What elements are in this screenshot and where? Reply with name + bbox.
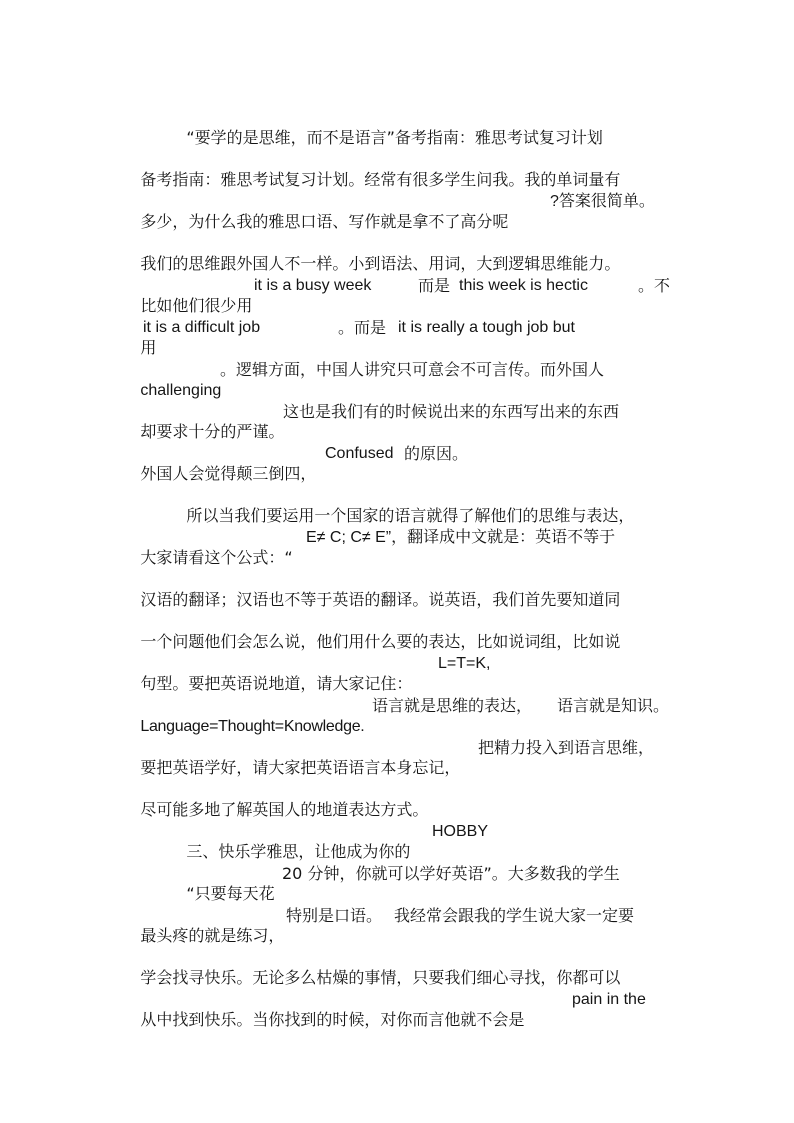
line-7-text-b: 。逻辑方面，中国人讲究只可意会不可言传。而外国人: [220, 360, 605, 379]
line-8-text-a: 却要求十分的严谨。: [140, 422, 285, 441]
line-22-text-b: pain in the: [572, 991, 646, 1008]
line-6-text-b: it is a difficult job: [143, 319, 261, 336]
line-6-text-a: 用: [140, 338, 157, 357]
line-9-text-b: Confused: [325, 445, 394, 462]
line-14-text-a: 句型。要把英语说地道，请大家记住：: [140, 674, 413, 693]
line-16-text-a: 要把英语学好，请大家把英语语言本身忘记，: [140, 758, 461, 777]
line-9-text-a: 外国人会觉得颠三倒四，: [140, 464, 317, 483]
line-19-text-a: “只要每天花: [186, 884, 275, 903]
line-17-text: 尽可能多地了解英国人的地道表达方式。: [140, 800, 429, 819]
line-20-text-b: 特别是口语。: [286, 906, 383, 925]
line-22: [120, 990, 646, 1070]
line-5-text-a: 比如他们很少用: [140, 296, 253, 315]
line-16-text-b: 把精力投入到语言思维，: [478, 738, 655, 757]
line-6-text-c: 。而是: [338, 318, 387, 337]
line-18-text-b: HOBBY: [432, 823, 489, 840]
line-15-text-b: 语言就是思维的表达，: [372, 696, 533, 715]
line-19-text-b: 20 分钟，你就可以学好英语”。大多数我的学生: [282, 864, 620, 883]
line-20-text-a: 最头疼的就是练习，: [140, 926, 285, 945]
line-3-text-b: ?答案很简单。: [550, 193, 655, 210]
line-12-text: 汉语的翻译；汉语也不等于英语的翻译。说英语，我们首先要知道同: [140, 590, 621, 609]
line-18-text-a: 三、快乐学雅思，让他成为你的: [186, 842, 411, 861]
line-3-text-a: 多少，为什么我的雅思口语、写作就是拿不了高分呢: [140, 212, 509, 231]
line-8-text-b: 这也是我们有的时候说出来的东西写出来的东西: [283, 402, 620, 421]
line-9-text-c: 的原因。: [404, 444, 469, 463]
line-5-text-e: 。不: [638, 276, 671, 295]
line-13-text: 一个问题他们会怎么说，他们用什么要的表达，比如说词组，比如说: [140, 632, 621, 651]
line-1-text: “要学的是思维，而不是语言”备考指南：雅思考试复习计划: [186, 128, 603, 147]
line-21-text: 学会找寻快乐。无论多么枯燥的事情，只要我们细心寻找，你都可以: [140, 968, 621, 987]
line-20-text-c: 我经常会跟我的学生说大家一定要: [394, 906, 635, 925]
line-5-text-c: 而是: [418, 276, 451, 295]
line-4-text: 我们的思维跟外国人不一样。小到语法、用词，大到逻辑思维能力。: [140, 254, 621, 273]
line-14-text-b: L=T=K,: [438, 655, 491, 672]
line-22-text-a: 从中找到快乐。当你找到的时候，对你而言他就不会是: [140, 1010, 525, 1029]
line-6-text-d: it is really a tough job but: [398, 319, 575, 336]
line-11-text-a: 大家请看这个公式：“: [140, 548, 293, 567]
line-2-text: 备考指南：雅思考试复习计划。经常有很多学生问我。我的单词量有: [140, 170, 621, 189]
line-11-text-b: E≠ C; C≠ E”，翻译成中文就是：英语不等于: [306, 529, 616, 546]
line-15-text-c: 语言就是知识。: [557, 696, 670, 715]
line-7-text-a: challenging: [140, 382, 222, 399]
line-5-text-b: it is a busy week: [254, 277, 372, 294]
line-15-text-a: Language=Thought=Knowledge.: [140, 718, 365, 735]
line-5-text-d: this week is hectic: [459, 277, 588, 294]
line-10-text: 所以当我们要运用一个国家的语言就得了解他们的思维与表达，: [186, 506, 635, 525]
